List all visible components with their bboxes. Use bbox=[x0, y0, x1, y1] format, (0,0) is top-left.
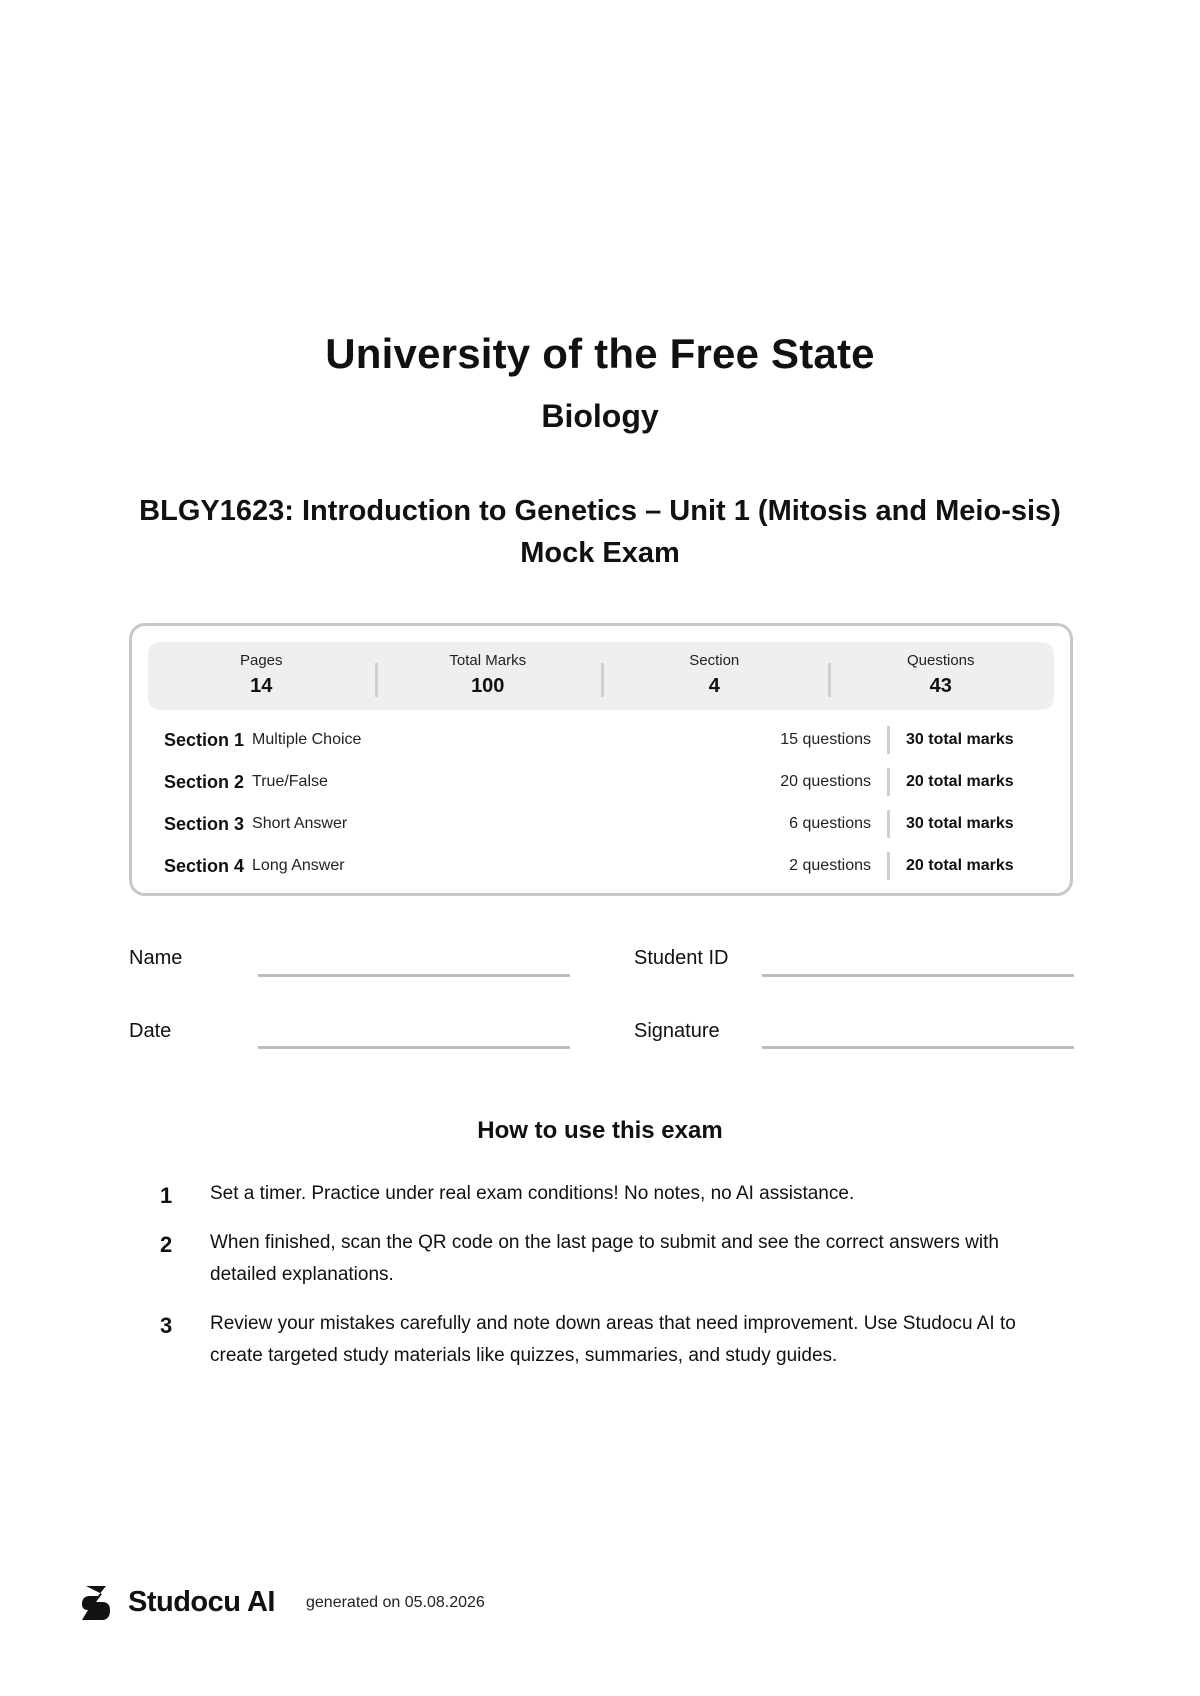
step-text: When finished, scan the QR code on the last page to submit and see the correct answers with detailed explanations. bbox=[210, 1232, 999, 1285]
section-question-count: 15 questions bbox=[780, 731, 871, 748]
stat-value: 4 bbox=[708, 675, 720, 697]
section-name: Section 2 bbox=[164, 771, 245, 792]
step-text: Review your mistakes carefully and note down areas that need improvement. Use Studocu AI to create targeted study materials like quizzes, summaries, and study guides. bbox=[210, 1313, 1016, 1366]
signature-field[interactable] bbox=[762, 1046, 1074, 1049]
stat-total-marks bbox=[375, 651, 602, 701]
section-type: True/False bbox=[252, 773, 328, 790]
stat-value: 14 bbox=[250, 675, 273, 697]
howto-step-1 bbox=[160, 1178, 1060, 1212]
date-field[interactable] bbox=[258, 1046, 570, 1049]
student-id-field[interactable] bbox=[762, 974, 1074, 977]
section-row-2 bbox=[164, 765, 1038, 799]
studocu-logo-icon bbox=[78, 1584, 114, 1622]
stat-questions bbox=[828, 651, 1055, 701]
howto-step-2 bbox=[160, 1227, 1060, 1291]
section-name: Section 4 bbox=[164, 855, 245, 876]
section-row-4 bbox=[164, 849, 1038, 883]
step-number: 1 bbox=[160, 1183, 173, 1208]
date-label: Date bbox=[129, 1020, 172, 1042]
section-type: Multiple Choice bbox=[252, 731, 362, 748]
name-field[interactable] bbox=[258, 974, 570, 977]
section-type: Short Answer bbox=[252, 815, 348, 832]
section-marks: 30 total marks bbox=[906, 731, 1014, 748]
stats-strip bbox=[148, 642, 1054, 710]
student-id-label: Student ID bbox=[634, 947, 729, 969]
stat-section bbox=[601, 651, 828, 701]
stat-label: Section bbox=[689, 652, 740, 669]
signature-label: Signature bbox=[634, 1020, 720, 1042]
generated-date: generated on 05.08.2026 bbox=[306, 1594, 485, 1611]
stat-label: Pages bbox=[239, 652, 283, 669]
name-label: Name bbox=[129, 947, 183, 969]
section-question-count: 2 questions bbox=[789, 857, 871, 874]
section-type: Long Answer bbox=[252, 857, 345, 874]
stat-label: Questions bbox=[906, 652, 975, 669]
section-question-count: 20 questions bbox=[780, 773, 871, 790]
howto-title: How to use this exam bbox=[477, 1117, 723, 1144]
stat-label: Total Marks bbox=[449, 652, 527, 669]
step-number: 3 bbox=[160, 1313, 173, 1338]
section-marks: 20 total marks bbox=[906, 857, 1014, 874]
subject-title: Biology bbox=[541, 398, 659, 434]
section-question-count: 6 questions bbox=[789, 815, 871, 832]
exam-title: BLGY1623: Introduction to Genetics – Unit 1 (Mitosis and Meio-sis) Mock Exam bbox=[139, 495, 1061, 569]
step-text: Set a timer. Practice under real exam conditions! No notes, no AI assistance. bbox=[210, 1183, 855, 1204]
stat-pages bbox=[148, 651, 375, 701]
section-name: Section 3 bbox=[164, 813, 245, 834]
stat-value: 43 bbox=[929, 675, 952, 697]
exam-summary-card bbox=[129, 623, 1073, 896]
section-marks: 30 total marks bbox=[906, 815, 1014, 832]
brand-name: Studocu AI bbox=[128, 1586, 275, 1618]
step-number: 2 bbox=[160, 1232, 173, 1257]
howto-step-3 bbox=[160, 1308, 1060, 1372]
section-marks: 20 total marks bbox=[906, 773, 1014, 790]
section-name: Section 1 bbox=[164, 729, 245, 750]
section-row-3 bbox=[164, 807, 1038, 841]
university-title: University of the Free State bbox=[325, 330, 875, 377]
stat-value: 100 bbox=[471, 675, 505, 697]
section-row-1 bbox=[164, 723, 1038, 757]
